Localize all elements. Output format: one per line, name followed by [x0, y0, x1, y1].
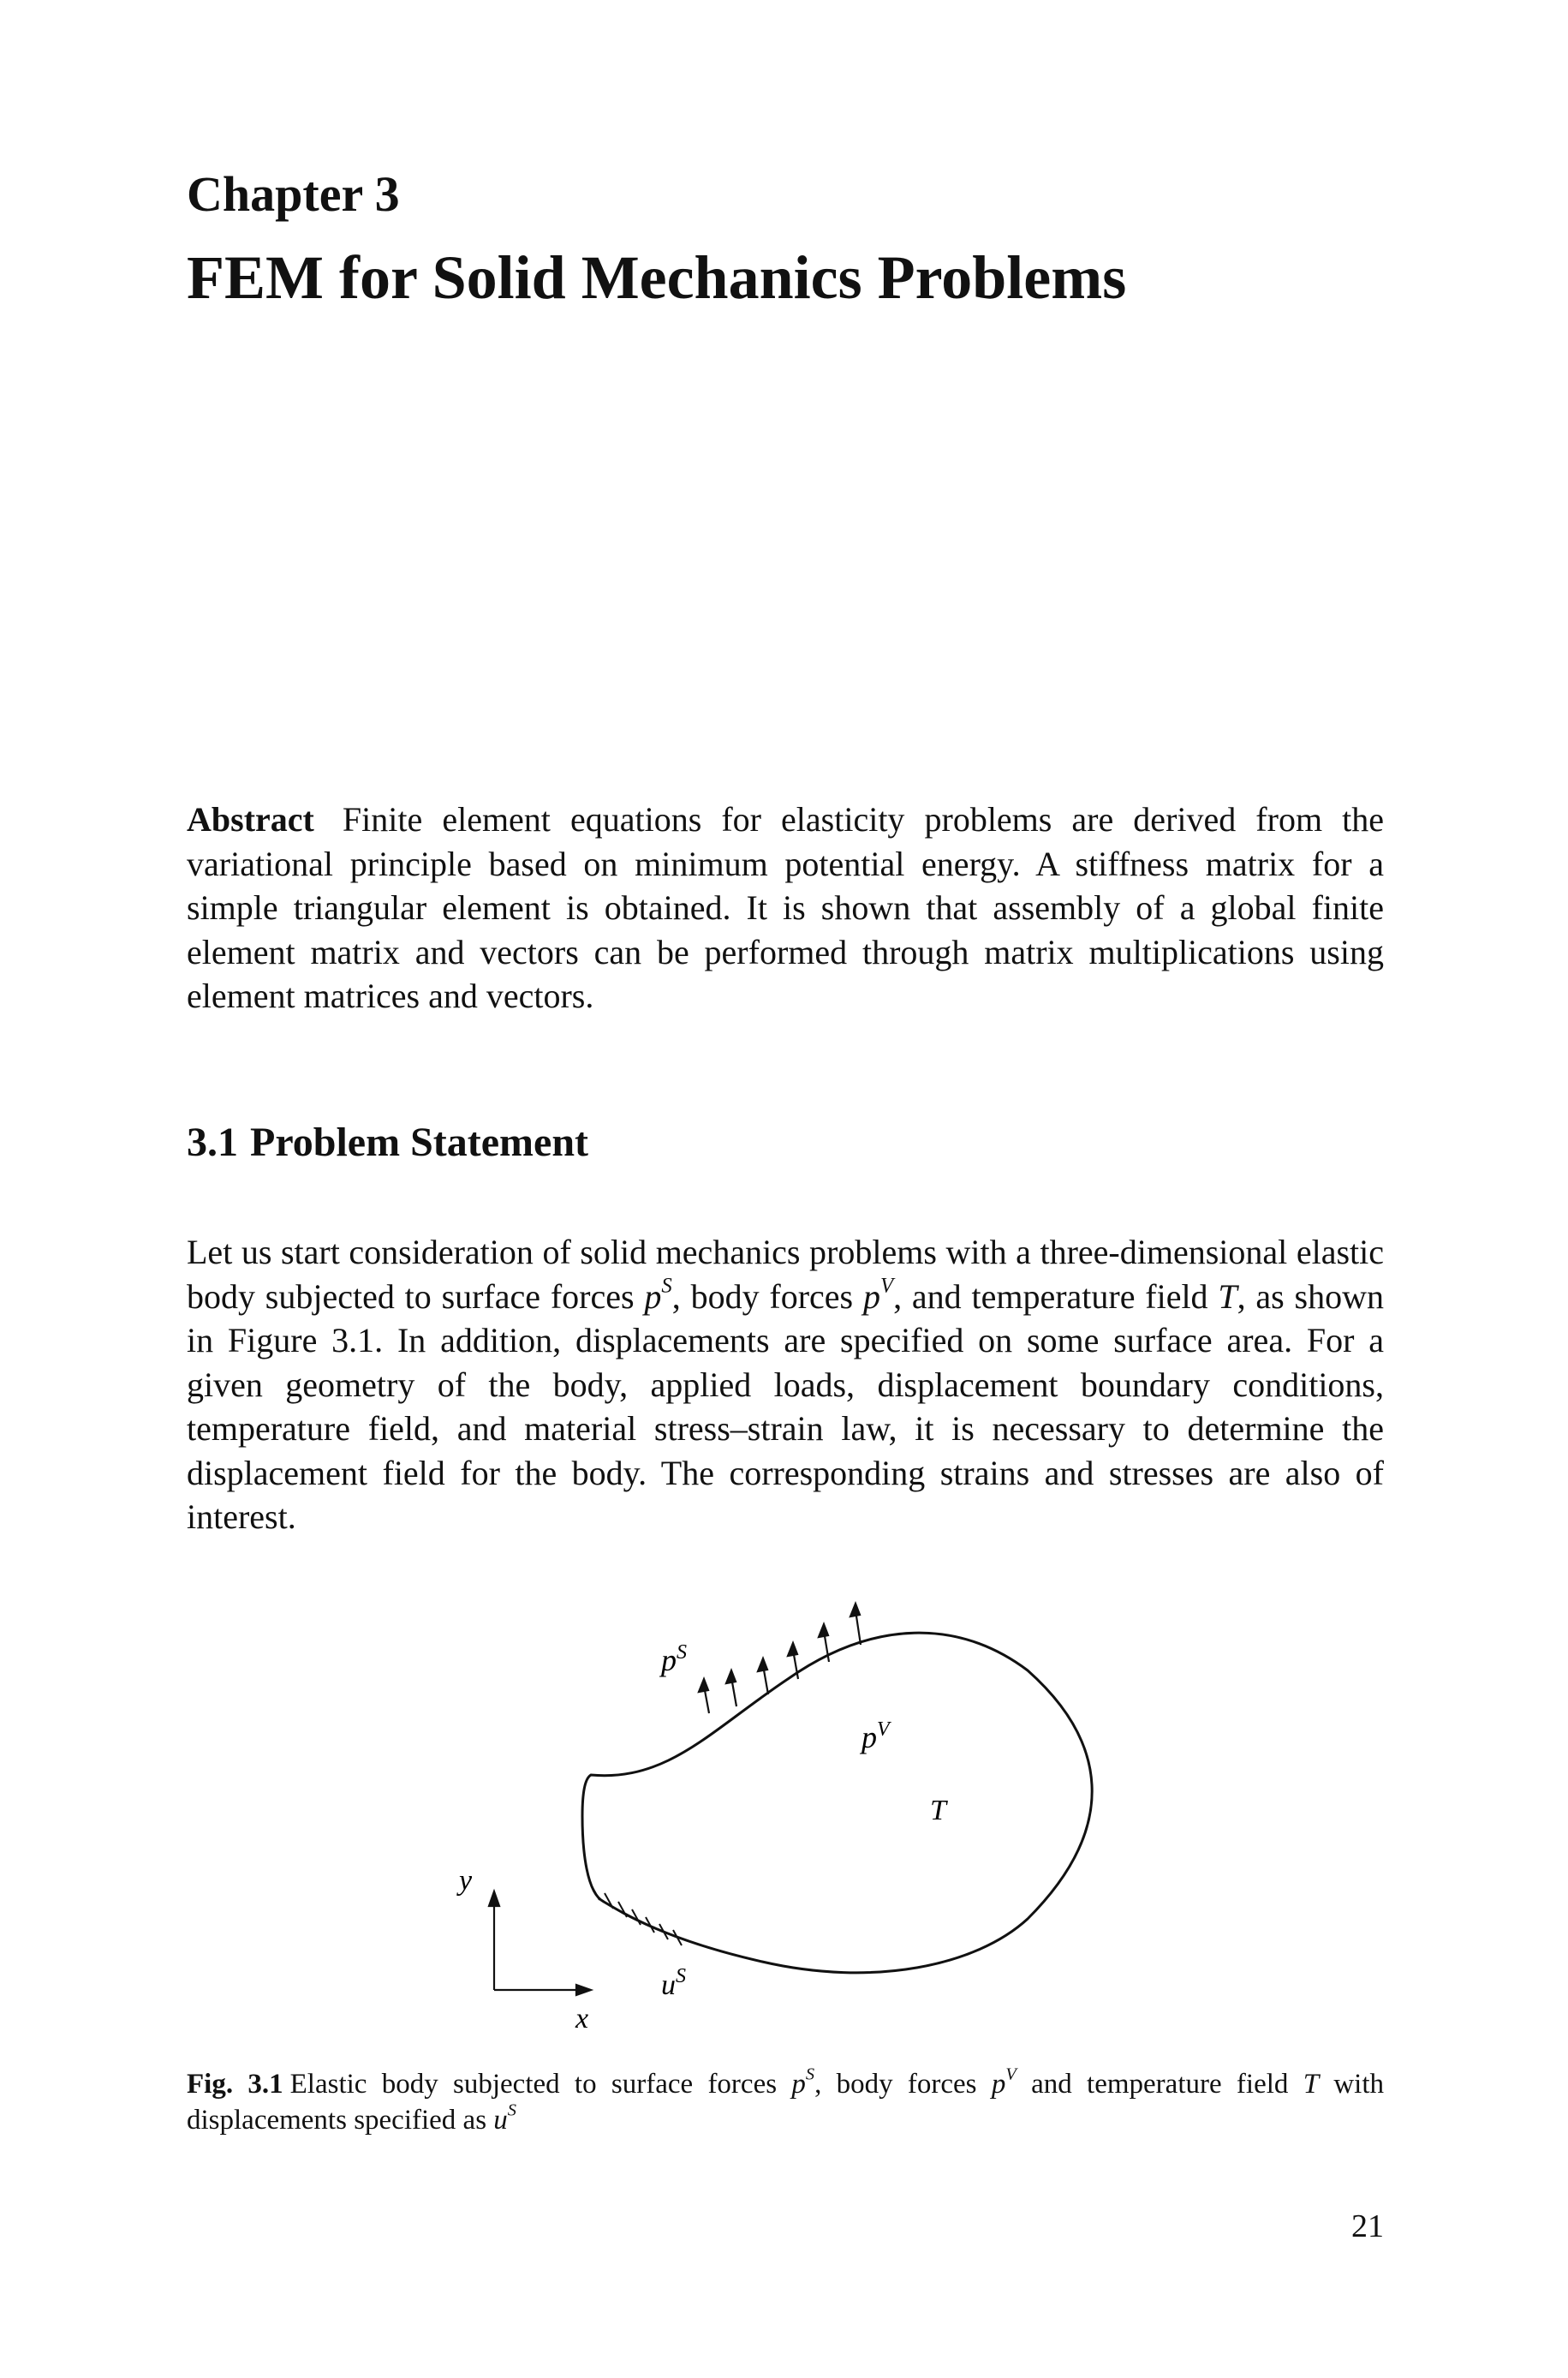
- displacement-constraint-hatch: [591, 1885, 682, 1945]
- label-y-axis: y: [459, 1865, 473, 1897]
- abstract: [187, 798, 1384, 1019]
- caption-text-part: and temperature field: [1031, 2069, 1289, 2100]
- page-number: 21: [1351, 2208, 1384, 2244]
- caption-label: Fig. 3.1: [187, 2069, 283, 2100]
- abstract-text: Finite element equations for elasticity problems are derived from the variational principle based on minimum potential energy. A stiffness matrix for a simple triangular element is obtained. It is shown that assembly of a global finite element matrix and vectors can be performed through matrix multiplications using element matrices and vectors.: [187, 800, 1384, 1015]
- caption-text-part: Elastic body subjected to surface forces: [289, 2069, 778, 2100]
- chapter-label: Chapter 3: [187, 166, 400, 222]
- symbol-u: u: [493, 2105, 508, 2136]
- section-heading: [187, 1122, 588, 1163]
- body-text-part: , and temperature field: [893, 1276, 1208, 1316]
- abstract-label: Abstract: [187, 800, 314, 839]
- label-body-force: $p^V$: [862, 1718, 890, 1754]
- figure-elastic-body: [428, 1576, 1165, 2056]
- symbol-p: p: [791, 2069, 806, 2100]
- figure-caption: [187, 2066, 1384, 2138]
- body-outline: [582, 1633, 1092, 1973]
- body-paragraph: [187, 1230, 1384, 1539]
- body-text-part: , body forces: [671, 1276, 854, 1316]
- symbol-V: V: [1005, 2064, 1017, 2084]
- body-text-part: Let us start consideration of solid mechanics problems with a three-dimensional elastic body subjected to surface forces: [187, 1233, 1384, 1316]
- label-x-axis: x: [575, 2003, 589, 2034]
- section-title: Problem Statement: [250, 1120, 589, 1165]
- symbol-S: S: [805, 2064, 815, 2084]
- section-number: 3.1: [187, 1120, 238, 1165]
- caption-text-part: with displacements specified as: [187, 2069, 1385, 2136]
- symbol-T: T: [1303, 2069, 1320, 2100]
- surface-force-arrows: [699, 1604, 861, 1713]
- body-text-part: , as shown in Figure 3.1. In addition, displacements are specified on some surface area. For a given geometry of the body, applied loads, displacement boundary conditions, temperature field, and material stress–strain law, it is necessary to determine the displacement field for the body. The corresponding strains and stresses are also of interest.: [187, 1276, 1385, 1536]
- label-surface-force: $p^S$: [661, 1641, 687, 1677]
- symbol-S: S: [507, 2100, 517, 2120]
- label-displacement: $u^S$: [661, 1965, 686, 2001]
- chapter-title: FEM for Solid Mechanics Problems: [187, 243, 1127, 312]
- symbol-S: S: [661, 1273, 672, 1297]
- symbol-T: T: [1218, 1276, 1237, 1316]
- caption-text-part: , body forces: [814, 2069, 977, 2100]
- symbol-V: V: [879, 1273, 894, 1297]
- label-temperature: T: [930, 1795, 946, 1826]
- symbol-p: p: [862, 1276, 880, 1316]
- symbol-p: p: [644, 1276, 662, 1316]
- symbol-p: p: [991, 2069, 1006, 2100]
- coordinate-axes: [489, 1891, 591, 1995]
